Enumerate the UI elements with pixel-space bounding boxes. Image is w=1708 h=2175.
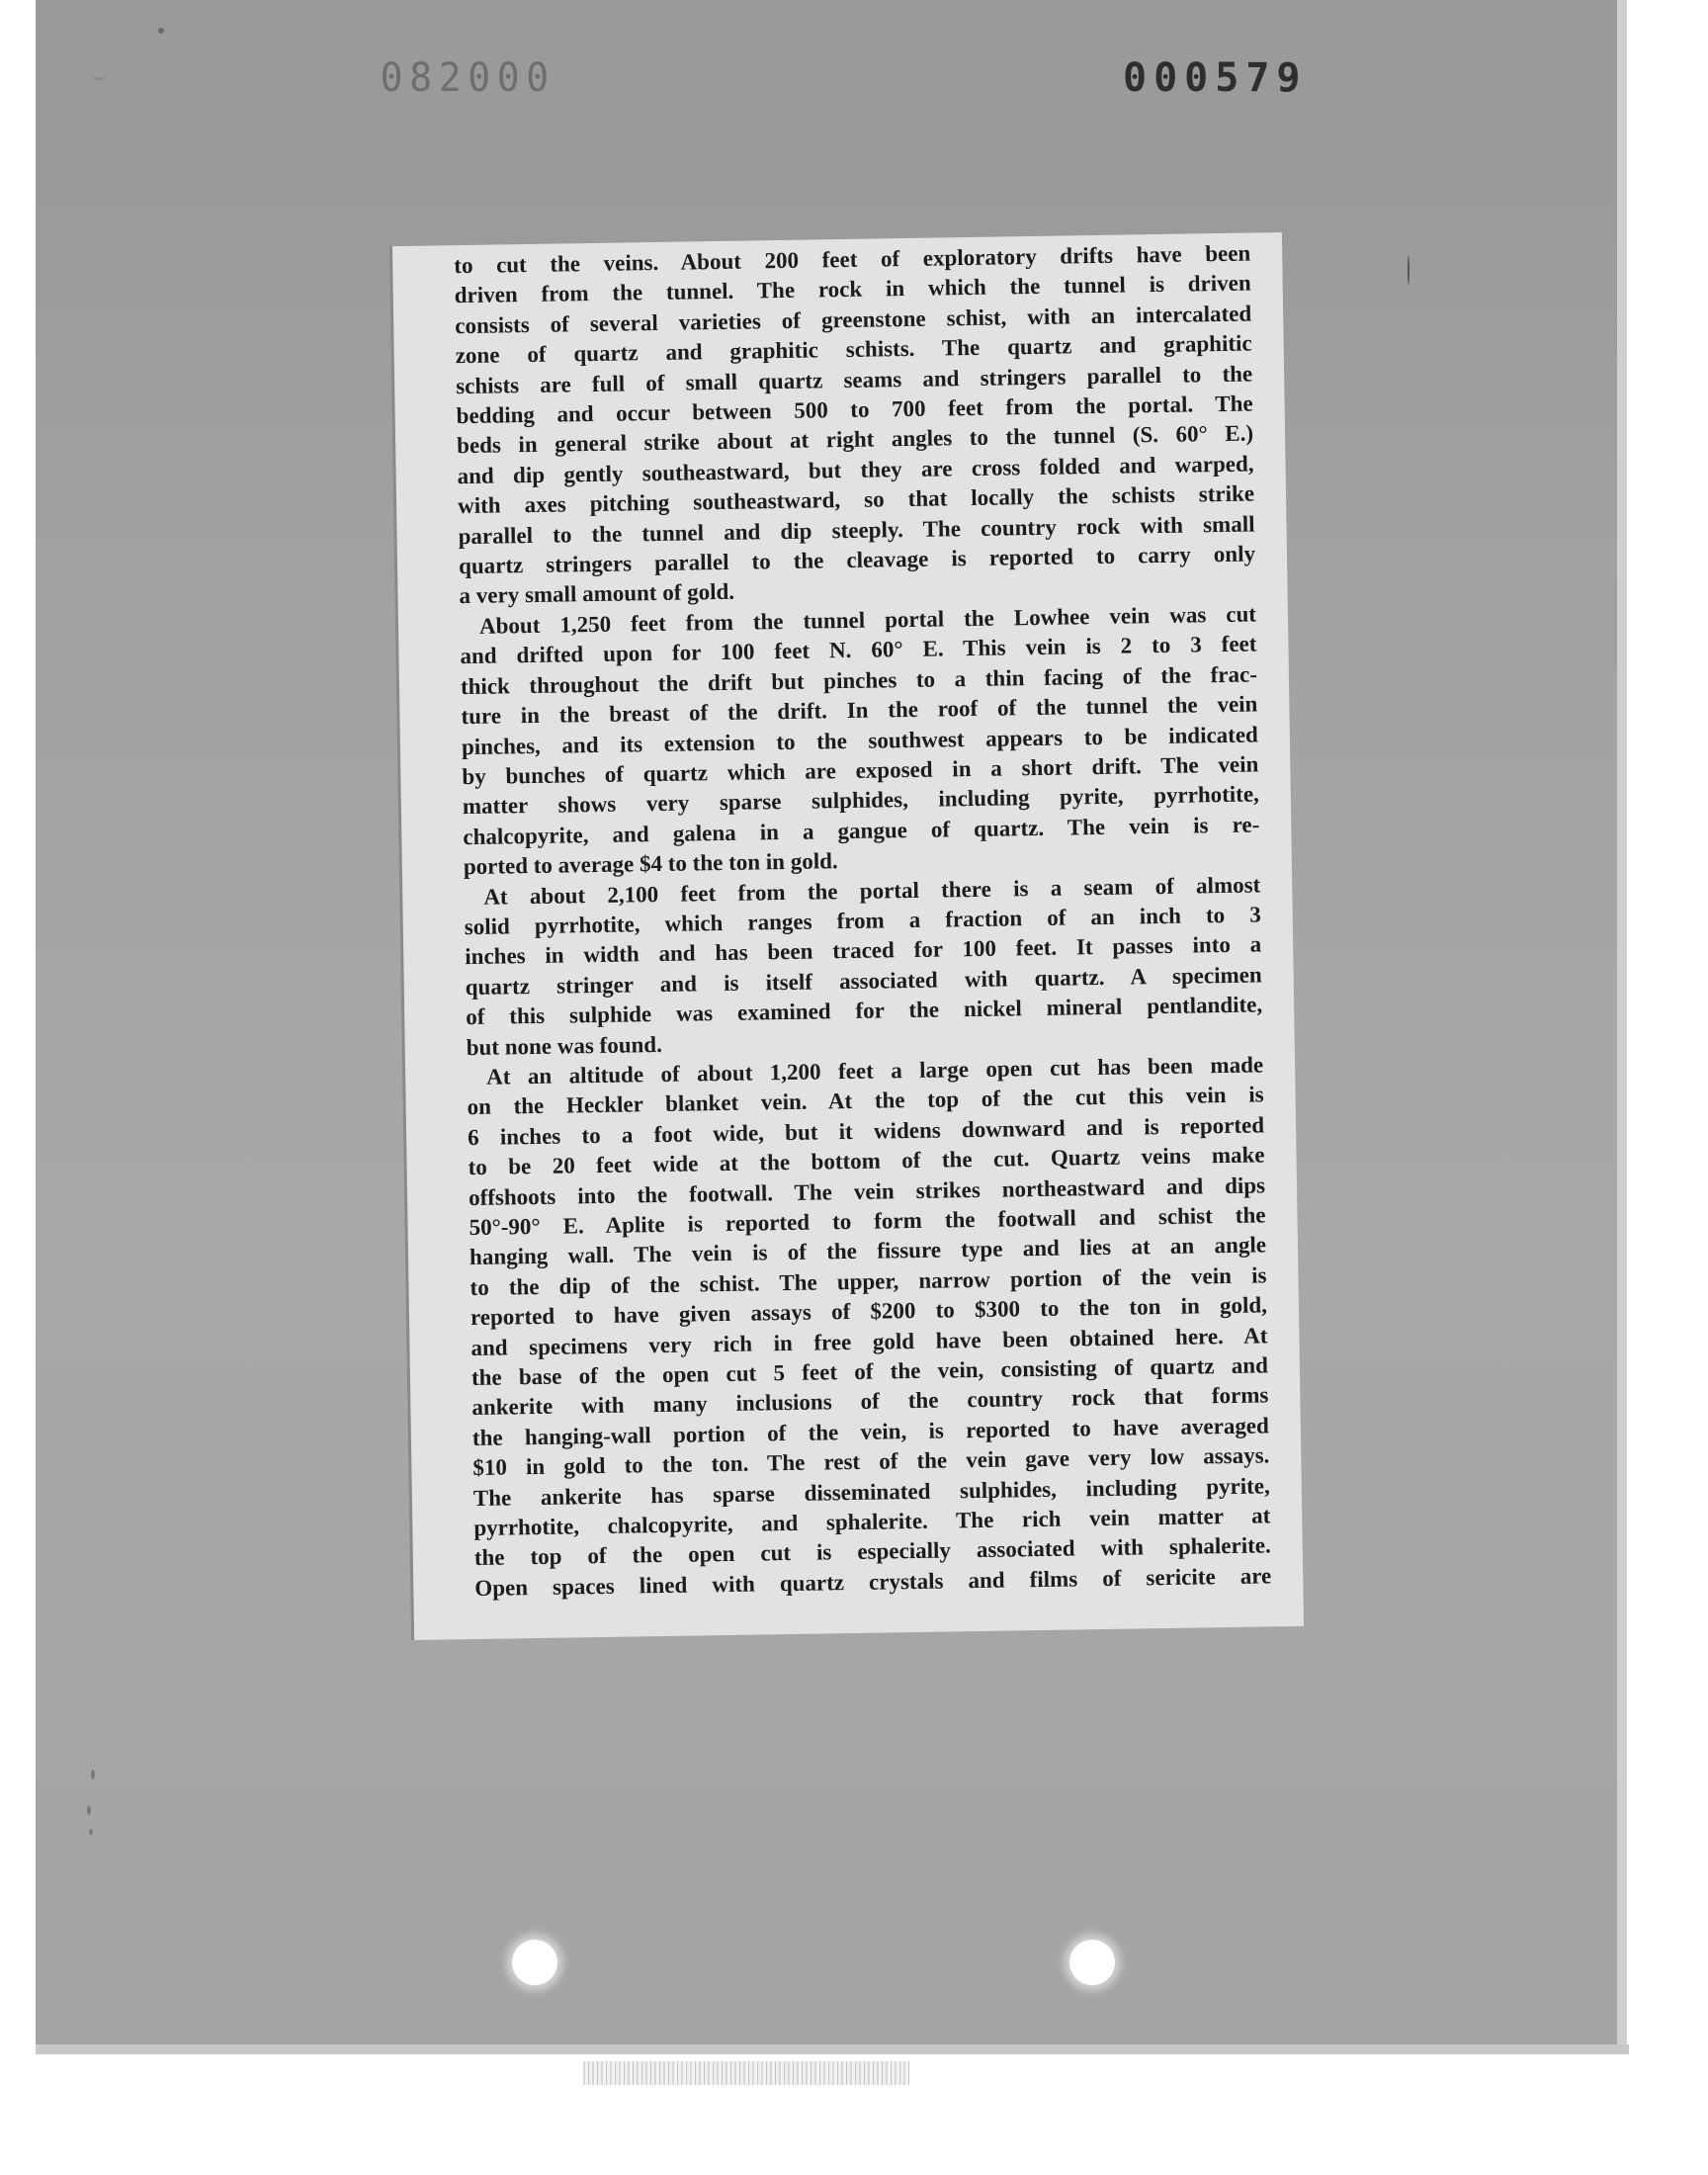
text-line: to be 20 feet wide at the bottom of the cut. Quartz veins make [468,1142,1265,1180]
text-line: The ankerite has sparse disseminated sulphides, including pyrite, [472,1473,1270,1511]
text-line: driven from the tunnel. The rock in which the tunnel is driven [454,270,1251,308]
text-line: hanging wall. The vein is of the fissure type and lies at an angle [469,1232,1267,1270]
dust-speck [1408,255,1409,285]
text-line: to cut the veins. About 200 feet of exploratory drifts have been [454,240,1251,279]
sheet-bottom-edge [36,2044,1629,2054]
text-line: thick throughout the drift but pinches to a thin facing of the frac- [460,661,1258,699]
text-line: solid pyrrhotite, which ranges from a fraction of an inch to 3 [464,902,1261,940]
frame-number-right: 000579 [1123,55,1308,101]
text-line: ture in the breast of the drift. In the roof of the tunnel the vein [461,691,1258,730]
text-line: the base of the open cut 5 feet of the vein, consisting of quartz and [470,1352,1269,1391]
text-line: chalcopyrite, and galena in a gangue of quartz. The vein is re- [463,812,1260,849]
text-line: $10 in gold to the ton. The rest of the vein gave very low assays. [472,1442,1270,1481]
text-line: matter shows very sparse sulphides, including pyrite, pyrrhotite, [462,781,1259,820]
text-line: About 1,250 feet from the tunnel portal the Lowhee vein was cut [478,601,1257,639]
page-body-text [454,239,1271,1605]
text-line: offshoots into the footwall. The vein strikes northeastward and dips [468,1172,1266,1210]
dust-speck [158,28,164,34]
text-line: schists are full of small quartz seams and stringers parallel to the [456,361,1253,398]
sheet-right-edge [1617,0,1627,2048]
text-line: Open spaces lined with quartz crystals and films of sericite are [474,1563,1272,1601]
text-line: 6 inches to a foot wide, but it widens downward and is reported [467,1112,1265,1150]
text-line: quartz stringer and is itself associated with quartz. A specimen [465,962,1262,1000]
text-line: to the dip of the schist. The upper, narrow portion of the vein is [470,1262,1267,1300]
text-line: 50°-90° E. Aplite is reported to form the footwall and schist the [469,1202,1266,1241]
text-line: zone of quartz and graphitic schists. The quartz and graphitic [455,330,1252,369]
text-line: by bunches of quartz which are exposed in a short drift. The vein [462,751,1259,790]
text-page [392,232,1304,1640]
text-line: with axes pitching southeastward, so that locally the schists strike [457,480,1255,519]
scan-artifact [583,2061,909,2085]
dust-speck [89,1829,93,1835]
text-line: quartz stringers parallel to the cleavage is reported to carry only [458,541,1256,579]
dust-speck [91,1770,95,1780]
punch-hole-left [512,1940,557,1985]
text-line: the hanging-wall portion of the vein, is reported to have averaged [471,1413,1270,1450]
punch-hole-right [1069,1940,1115,1985]
frame-number-left: 082000 [380,55,555,101]
text-line: ankerite with many inclusions of the country rock that forms [471,1382,1269,1421]
text-line: of this sulphide was examined for the nickel mineral pentlandite, [466,992,1263,1030]
text-line: consists of several varieties of greenstone schist, with an intercalated [455,301,1252,338]
text-line: and dip gently southeastward, but they are cross folded and warped, [457,451,1254,488]
text-line: but none was found. [466,1031,663,1060]
text-line: reported to have given assays of $200 to $300 to the ton in gold, [470,1292,1268,1331]
text-line: beds in general strike about at right angles to the tunnel (S. 60° E.) [456,420,1254,459]
text-line: At about 2,100 feet from the portal there is a seam of almost [483,871,1261,910]
dust-speck [87,1805,91,1815]
text-line: At an altitude of about 1,200 feet a large open cut has been made [485,1052,1264,1089]
sheet-top-band [36,0,1627,208]
text-line: bedding and occur between 500 to 700 feet from the portal. The [456,391,1253,429]
text-line: and specimens very rich in free gold have been obtained here. At [470,1323,1268,1360]
text-line: pyrrhotite, chalcopyrite, and sphalerite. The rich vein matter at [473,1503,1271,1541]
text-line: a very small amount of gold. [459,579,735,609]
text-line: pinches, and its extension to the southwest appears to be indicated [461,721,1259,759]
text-line: parallel to the tunnel and dip steeply. The country rock with small [458,511,1255,549]
text-line: and drifted upon for 100 feet N. 60° E. This vein is 2 to 3 feet [460,631,1257,669]
text-line: ported to average $4 to the ton in gold. [463,848,838,880]
text-line: the top of the open cut is especially associated with sphalerite. [473,1532,1271,1571]
text-line: inches in width and has been traced for 100 feet. It passes into a [465,931,1262,970]
text-line: on the Heckler blanket vein. At the top of the cut this vein is [467,1082,1264,1120]
dust-speck [93,77,105,80]
